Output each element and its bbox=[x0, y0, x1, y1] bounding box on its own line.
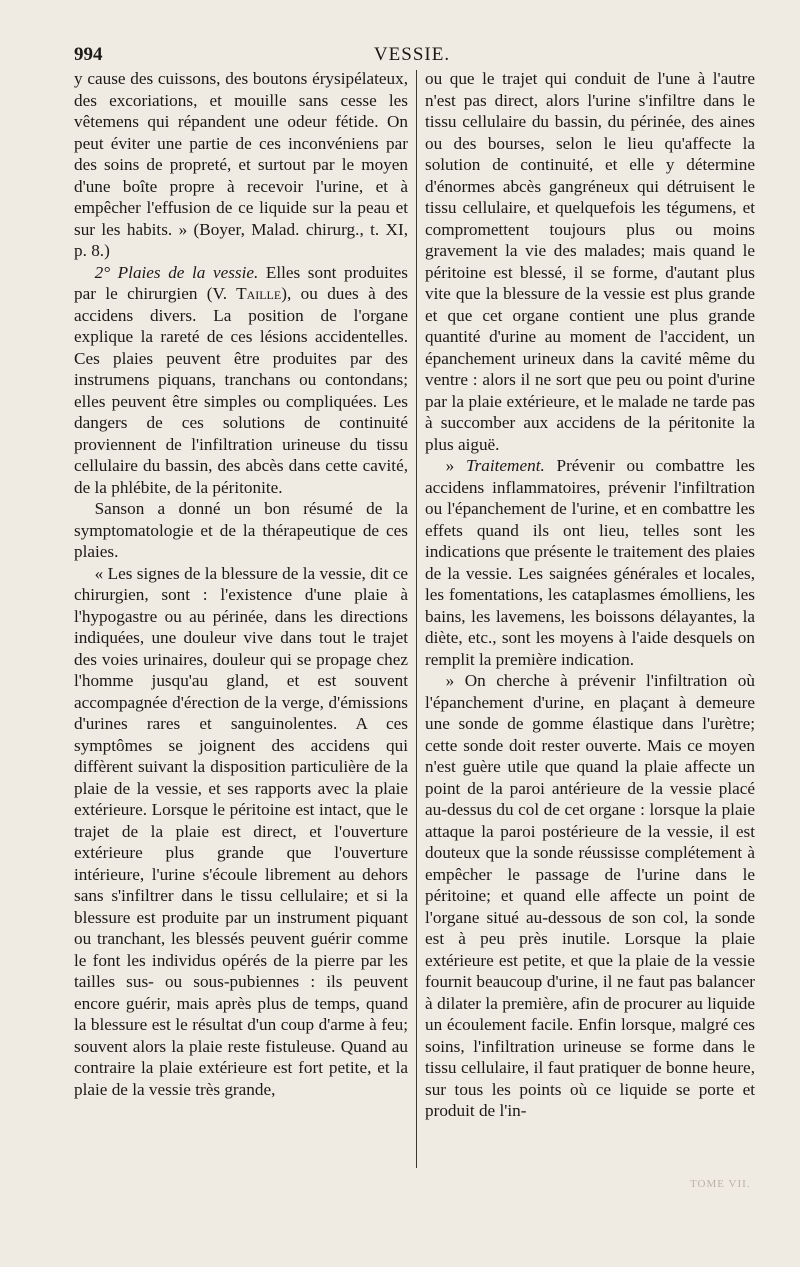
page-number: 994 bbox=[74, 44, 103, 65]
cross-reference: V. Taille bbox=[212, 284, 282, 303]
paragraph-text: ), ou dues à des accidens divers. La position de l'organe explique la rareté de ces lésions accidentelles. Ces plaies peuvent être produites par des instrumens piquans, tranchans ou contondans; elles peuvent être simples ou compliquées. Les dangers de ces solutions de continuité proviennent de l'infiltration urineuse du tissu cellulaire du bassin, des abcès dans cette cavité, de la phlébite, de la péritonite. bbox=[74, 284, 408, 497]
page-header bbox=[74, 44, 750, 68]
quote-mark: » bbox=[445, 456, 466, 475]
paragraph-treatment bbox=[425, 455, 755, 670]
paragraph-wounds bbox=[74, 262, 408, 499]
left-column bbox=[74, 68, 408, 1100]
paragraph: » On cherche à prévenir l'infiltration où l'épanchement d'urine, en plaçant à demeure une sonde de gomme élastique dans l'urètre; cette sonde doit rester ouverte. Mais ce moyen n'est guère utile que quand la plaie affecte un point de la paroi antérieure de la vessie placé au-dessus du col de cet organe : lorsque la plaie attaque la paroi postérieure de la vessie, il est douteux que la sonde réussisse complétement à empêcher le passage de l'urine dans le péritoine; et quand elle affecte un point de l'organe situé au-dessous de son col, la sonde est à peu près inutile. Lorsque la plaie extérieure est petite, et que la plaie de la vessie fournit beaucoup d'urine, il ne faut pas balancer à dilater la première, afin de procurer au liquide un écoulement facile. Enfin lorsque, malgré ces soins, l'infiltration urineuse se forme dans le tissu cellulaire, il faut pratiquer de bonne heure, sur tous les points où ce liquide se porte et produit de l'in- bbox=[425, 671, 755, 1120]
paragraph: y cause des cuissons, des boutons érysipélateux, des excoriations, et mouille sans cesse les vêtemens qui répandent une odeur fétide. On peut éviter une partie de ces inconvéniens par des soins de propreté, et surtout par le moyen d'une boîte propre à recevoir l'urine, et à empêcher l'effusion de ce liquide sur la peau et sur les habits. » (Boyer, Malad. chirurg., t. XI, p. 8.) bbox=[74, 69, 408, 260]
running-title: VESSIE. bbox=[373, 44, 451, 65]
paragraph: ou que le trajet qui conduit de l'une à l'autre n'est pas direct, alors l'urine s'infiltre dans le tissu cellulaire du bassin, du périnée, des aines ou des bourses, selon le lieu qu'affecte la solution de continuité, et elle y détermine d'énormes abcès gangréneux qui détruisent le tissu cellulaire, et quelquefois les tégumens, et compromettent toujours plus ou moins gravement la vie des malades; mais quand le péritoine est blessé, il se forme, d'autant plus vite que la blessure de la vessie est plus grande et que cet organe contient une plus grande quantité d'urine au moment de l'accident, un épanchement urineux dans la cavité même du ventre : alors il ne sort que peu ou point d'urine par la plaie extérieure, et le malade ne tarde pas à succomber aux accidens de la péritonite la plus aiguë. bbox=[425, 69, 755, 454]
right-column bbox=[425, 68, 755, 1122]
signature-mark: TOME VII. bbox=[690, 1178, 751, 1190]
section-heading: Traitement. bbox=[465, 456, 545, 475]
paragraph-text: Elles sont produites par le chirurgien ( bbox=[74, 262, 408, 303]
paragraph: Sanson a donné un bon résumé de la symptomatologie et de la thérapeutique de ces plaies. bbox=[74, 499, 408, 561]
section-heading: 2° Plaies de la vessie. bbox=[94, 262, 259, 282]
paragraph-text: Prévenir ou combattre les accidens inflammatoires, prévenir l'infiltration ou l'épanchement de l'urine, et en combattre les effets quand ils ont lieu, telles sont les indications que présente le traitement des plaies de la vessie. Les saignées générales et locales, les fomentations, les cataplasmes émolliens, les bains, les lavemens, les boissons délayantes, la diète, etc., sont les moyens à l'aide desquels on remplit la première indication. bbox=[425, 456, 756, 669]
paragraph-quote: « Les signes de la blessure de la vessie, dit ce chirurgien, sont : l'existence d'une plaie à l'hypogastre ou au périnée, dans les directions indiquées, une douleur vive dans tout le trajet des voies urinaires, douleur qui se propage chez l'homme jusqu'au gland, et est souvent accompagnée d'érection de la verge, d'émissions d'urines rares et sanguinolentes. A ces symptômes se joignent des accidens qui diffèrent suivant la disposition particulière de la plaie de la vessie, et ses rapports avec la plaie extérieure. Lorsque le péritoine est intact, que le trajet de la plaie est direct, et l'ouverture extérieure plus grande que l'ouverture intérieure, l'urine s'écoule librement au dehors sans s'infiltrer dans le tissu cellulaire; et si la blessure est produite par un instrument piquant ou tranchant, les blessés peuvent guérir comme le font les individus opérés de la pierre par les tailles sus- ou sous-pubiennes : ils peuvent encore guérir, mais après plus de temps, quand la blessure est le résultat d'un coup d'arme à feu; souvent alors la plaie reste fistuleuse. Quand au contraire la plaie extérieure est fort petite, et la plaie de la vessie très grande, bbox=[74, 563, 408, 1099]
column-divider bbox=[416, 70, 417, 1168]
